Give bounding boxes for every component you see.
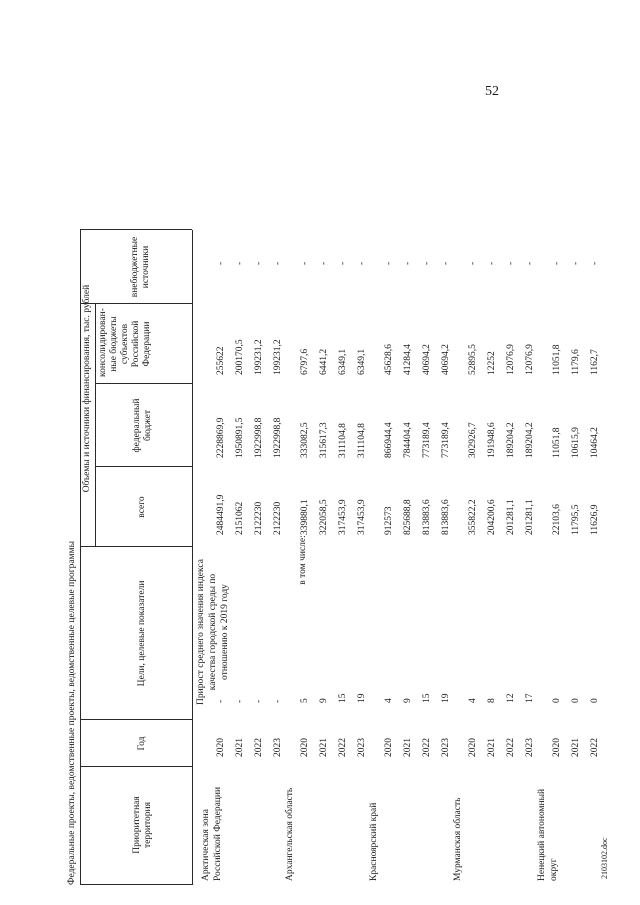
row-extra: - (422, 261, 432, 265)
row-federal: 2228869,9 (216, 417, 226, 458)
row-total: 201281,1 (525, 499, 535, 535)
col-regional: консолидирован-ные бюджеты субъектов Российской Федерации (98, 308, 152, 377)
row-total: 813883,6 (441, 499, 451, 535)
row-regional: 199231,2 (254, 339, 264, 375)
row-regional: 6441,2 (319, 348, 329, 375)
header-projects: Федеральные проекты, ведомственные проекты, ведомственные целевые программы (67, 541, 77, 885)
row-total: 11795,5 (571, 504, 581, 535)
row-year: 2022 (422, 738, 432, 757)
row-value: 0 (590, 698, 600, 703)
row-extra: - (235, 261, 245, 265)
row-year: 2021 (487, 738, 497, 757)
row-total: 2484491,9 (216, 494, 226, 535)
row-federal: 1922998,8 (254, 417, 264, 458)
row-total: 204200,6 (487, 499, 497, 535)
row-federal: 311104,8 (357, 423, 367, 458)
row-total: 355822,2 (468, 499, 478, 535)
row-federal: 866944,4 (384, 422, 394, 458)
row-value: 4 (468, 698, 478, 703)
row-year: 2020 (552, 738, 562, 757)
row-year: 2020 (384, 738, 394, 757)
row-regional: 40694,2 (441, 344, 451, 375)
row-value: - (216, 699, 226, 703)
row-total: 322058,5 (319, 499, 329, 535)
row-year: 2021 (319, 738, 329, 757)
row-federal: 773189,4 (441, 422, 451, 458)
row-extra: - (357, 261, 367, 265)
row-extra: - (552, 261, 562, 265)
row-value: 19 (357, 693, 367, 703)
col-total: всего (137, 496, 147, 518)
row-federal: 189204,2 (506, 422, 516, 458)
row-value: 8 (487, 698, 497, 703)
row-year: 2021 (235, 738, 245, 757)
row-value: 9 (319, 698, 329, 703)
row-total: 317453,9 (338, 499, 348, 535)
row-total: 813883,6 (422, 499, 432, 535)
row-total: 339880,1 (300, 499, 310, 535)
row-total: 825688,8 (403, 499, 413, 535)
table-rule (80, 719, 192, 720)
table-rule (95, 304, 96, 547)
row-total: 2122230 (254, 501, 264, 535)
row-regional: 12076,9 (525, 344, 535, 375)
rotated-page (40, 20, 620, 885)
row-federal: 1950891,5 (235, 417, 245, 458)
row-total: 317453,9 (357, 499, 367, 535)
row-year: 2022 (254, 738, 264, 757)
row-federal: 191948,6 (487, 422, 497, 458)
row-extra: - (506, 261, 516, 265)
row-value: 0 (552, 698, 562, 703)
table-rule (80, 766, 192, 767)
row-extra: - (487, 261, 497, 265)
row-year: 2020 (468, 738, 478, 757)
row-federal: 333082,5 (300, 422, 310, 458)
row-value: 17 (525, 693, 535, 703)
row-value: 12 (506, 693, 516, 703)
row-value: - (254, 699, 264, 703)
row-regional: 41284,4 (403, 344, 413, 375)
col-year: Год (137, 736, 147, 751)
table-rule (192, 230, 193, 885)
row-regional: 255622 (216, 346, 226, 375)
row-regional: 45628,6 (384, 344, 394, 375)
row-federal: 302926,7 (468, 422, 478, 458)
col-federal: федеральный бюджет (132, 398, 153, 453)
row-regional: 199231,2 (273, 339, 283, 375)
row-total: 2122230 (273, 501, 283, 535)
row-extra: - (571, 261, 581, 265)
financing-table (40, 20, 620, 885)
row-year: 2022 (590, 738, 600, 757)
row-extra: - (338, 261, 348, 265)
row-total: 2151062 (235, 501, 245, 535)
row-value: 4 (384, 698, 394, 703)
row-value: 5 (300, 698, 310, 703)
row-extra: - (254, 261, 264, 265)
in-total-label: в том числе: (298, 535, 308, 585)
row-regional: 1179,6 (571, 349, 581, 375)
row-extra: - (590, 261, 600, 265)
row-value: 15 (338, 693, 348, 703)
table-rule (80, 884, 192, 885)
row-value: 9 (403, 698, 413, 703)
row-regional: 12076,9 (506, 344, 516, 375)
row-extra: - (300, 261, 310, 265)
row-year: 2021 (403, 738, 413, 757)
row-federal: 11051,8 (552, 427, 562, 458)
territory-name: Ненецкий автономный округ (537, 788, 559, 881)
row-extra: - (525, 261, 535, 265)
row-regional: 200170,5 (235, 339, 245, 375)
row-extra: - (216, 261, 226, 265)
row-regional: 6797,6 (300, 348, 310, 375)
row-year: 2022 (338, 738, 348, 757)
header-finance: Объемы и источники финансирования, тыс. рублей (82, 284, 92, 493)
row-value: 0 (571, 698, 581, 703)
table-rule (80, 546, 192, 547)
row-extra: - (319, 261, 329, 265)
row-total: 11626,9 (590, 504, 600, 535)
row-federal: 773189,4 (422, 422, 432, 458)
row-total: 912573 (384, 506, 394, 535)
row-regional: 40694,2 (422, 344, 432, 375)
footer-doc-code: 2103102.doc (600, 837, 609, 879)
row-regional: 6349,1 (357, 348, 367, 375)
territory-name: Арктическая зона Российской Федерации (201, 786, 223, 881)
row-extra: - (384, 261, 394, 265)
territory-name: Архангельская область (285, 787, 295, 881)
row-regional: 52895,5 (468, 344, 478, 375)
row-total: 201281,1 (506, 499, 516, 535)
row-extra: - (403, 261, 413, 265)
row-year: 2023 (441, 738, 451, 757)
row-regional: 12252 (487, 351, 497, 375)
territory-name: Мурманская область (453, 797, 463, 881)
col-extra: внебюджетные источники (130, 236, 151, 298)
row-value: 15 (422, 693, 432, 703)
row-regional: 6349,1 (338, 348, 348, 375)
row-year: 2020 (300, 738, 310, 757)
row-year: 2022 (506, 738, 516, 757)
row-value: - (235, 699, 245, 703)
table-rule (80, 230, 81, 885)
col-goals: Цели, целевые показатели (137, 580, 147, 687)
row-federal: 10615,9 (571, 427, 581, 458)
col-territory: Приоритетная территория (132, 796, 153, 854)
row-federal: 311104,8 (338, 423, 348, 458)
row-federal: 784404,4 (403, 422, 413, 458)
row-extra: - (468, 261, 478, 265)
row-value: - (273, 699, 283, 703)
territory-name: Красноярский край (369, 802, 379, 881)
row-year: 2020 (216, 738, 226, 757)
row-year: 2021 (571, 738, 581, 757)
row-federal: 315617,3 (319, 422, 329, 458)
row-federal: 189204,2 (525, 422, 535, 458)
row-regional: 1162,7 (590, 349, 600, 375)
row-federal: 10464,2 (590, 427, 600, 458)
row-extra: - (441, 261, 451, 265)
indicator-text: Прирост среднего значения индекса качества городской среды по отношению к 2019 году (196, 559, 230, 705)
row-extra: - (273, 261, 283, 265)
row-year: 2023 (525, 738, 535, 757)
row-value: 19 (441, 693, 451, 703)
row-year: 2023 (273, 738, 283, 757)
row-federal: 1922998,8 (273, 417, 283, 458)
row-year: 2023 (357, 738, 367, 757)
page-number: 52 (485, 84, 499, 99)
row-regional: 11051,8 (552, 344, 562, 375)
row-total: 22103,6 (552, 504, 562, 535)
